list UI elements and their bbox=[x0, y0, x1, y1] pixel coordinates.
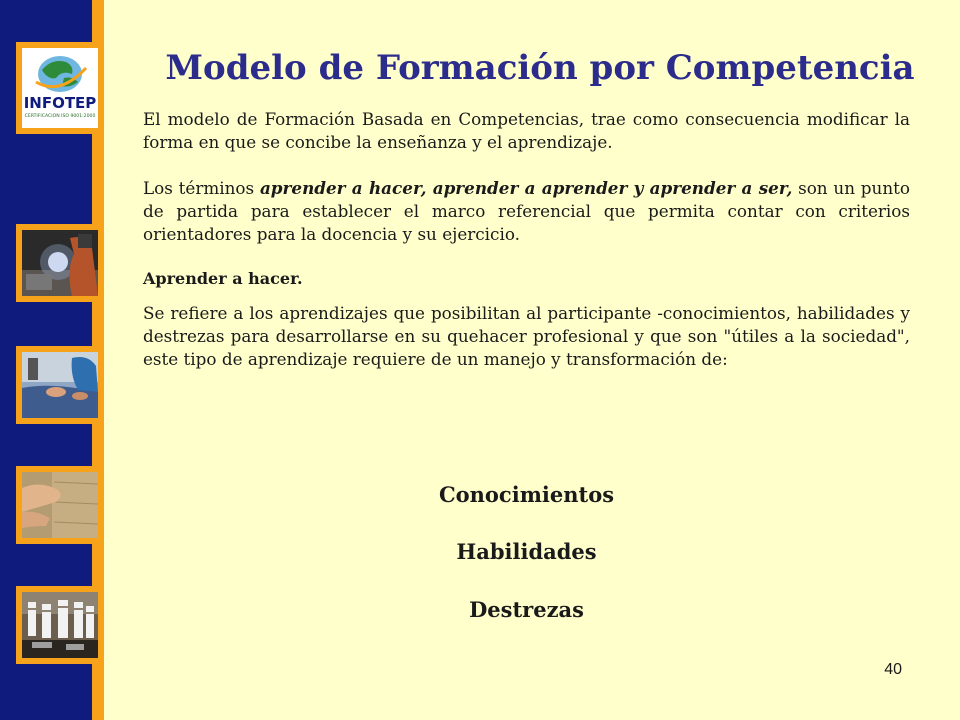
logo-name: INFOTEP bbox=[23, 94, 97, 112]
list-item-habilidades: Habilidades bbox=[456, 539, 597, 564]
terms-italic: aprender a hacer, aprender a aprender y aprender a ser, bbox=[259, 178, 793, 198]
list-item-conocimientos: Conocimientos bbox=[438, 482, 615, 507]
hands-wood-photo bbox=[22, 472, 98, 538]
content-body bbox=[143, 108, 910, 371]
logo-frame bbox=[16, 42, 104, 134]
intro-paragraph: El modelo de Formación Basada en Competencias, trae como consecuencia modificar la forma en que se concibe la enseñanza y el aprendizaje. bbox=[143, 109, 910, 152]
photo-frame-1 bbox=[16, 224, 104, 302]
aprender-heading: Aprender a hacer. bbox=[143, 269, 303, 288]
page-title: Modelo de Formación por Competencia bbox=[165, 48, 915, 88]
terms-paragraph bbox=[143, 177, 910, 246]
photo-frame-3 bbox=[16, 466, 104, 544]
logo-subtitle: CERTIFICACION ISO 9001:2000 bbox=[24, 114, 96, 119]
infotep-logo bbox=[22, 48, 98, 128]
terms-prefix: Los términos bbox=[143, 178, 260, 198]
page-number: 40 bbox=[884, 661, 902, 678]
aprender-paragraph: Se refiere a los aprendizajes que posibilitan al participante -conocimientos, habilidades y destrezas para desarrollarse en su quehacer profesional y que son "útiles a la sociedad", este tipo de aprendizaje requiere de un manejo y transformación de: bbox=[143, 303, 910, 369]
list-item-destrezas: Destrezas bbox=[469, 597, 584, 622]
kitchen-chefs-photo bbox=[22, 592, 98, 658]
terms-suffix: son un punto de partida para establecer el marco referencial que permita contar con criterios orientadores para la docencia y su ejercicio. bbox=[143, 178, 910, 244]
photo-frame-2 bbox=[16, 346, 104, 424]
craft-work-photo bbox=[22, 352, 98, 418]
welding-photo bbox=[22, 230, 98, 296]
photo-frame-4 bbox=[16, 586, 104, 664]
